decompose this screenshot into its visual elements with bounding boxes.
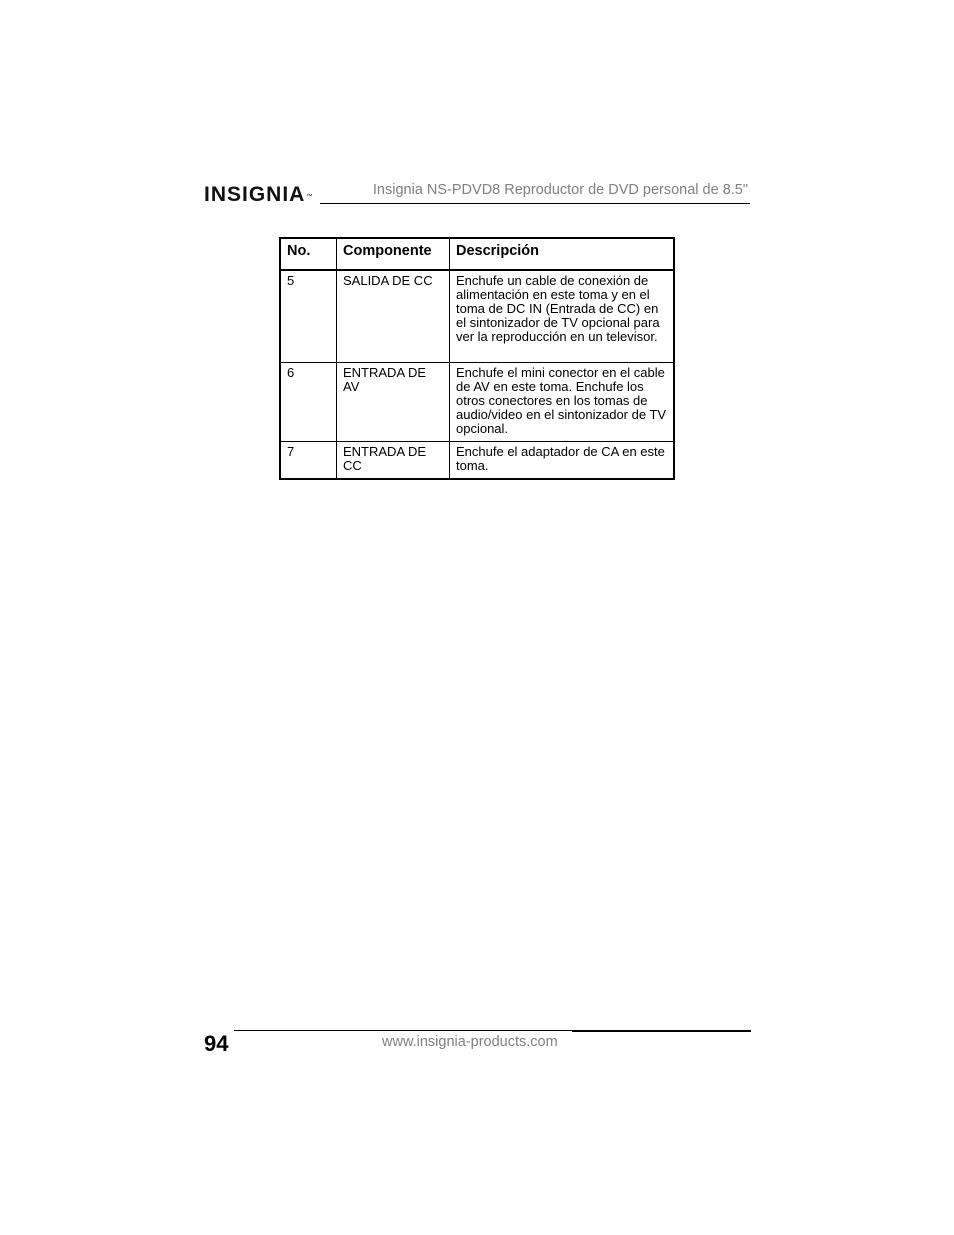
row-component: SALIDA DE CC bbox=[337, 270, 450, 362]
column-header-no: No. bbox=[280, 238, 337, 270]
row-description: Enchufe el mini conector en el cable de AV en este toma. Enchufe los otros conectores en los tomas de audio/video en el sintonizador de TV opcional. bbox=[450, 362, 675, 441]
row-number: 7 bbox=[280, 441, 337, 479]
table-header-row bbox=[280, 238, 674, 270]
row-number: 6 bbox=[280, 362, 337, 441]
row-number: 5 bbox=[280, 270, 337, 362]
row-component: ENTRADA DE CC bbox=[337, 441, 450, 479]
insignia-logo bbox=[204, 183, 313, 207]
logo-text: INSIGNIA bbox=[204, 183, 306, 206]
component-table bbox=[279, 237, 675, 480]
table-row bbox=[280, 441, 674, 479]
trademark-symbol: ™ bbox=[306, 194, 314, 200]
column-header-description: Descripción bbox=[450, 238, 675, 270]
footer-url: www.insignia-products.com bbox=[382, 1034, 558, 1050]
header-divider bbox=[320, 203, 750, 204]
column-header-component: Componente bbox=[337, 238, 450, 270]
footer-divider-accent bbox=[572, 1030, 751, 1032]
table-row bbox=[280, 362, 674, 441]
table-row bbox=[280, 270, 674, 362]
row-component: ENTRADA DE AV bbox=[337, 362, 450, 441]
row-description: Enchufe el adaptador de CA en este toma. bbox=[450, 441, 675, 479]
row-description: Enchufe un cable de conexión de alimentación en este toma y en el toma de DC IN (Entrada de CC) en el sintonizador de TV opcional para ver la reproducción en un televisor. bbox=[450, 270, 675, 362]
header-title: Insignia NS-PDVD8 Reproductor de DVD personal de 8.5" bbox=[372, 182, 748, 198]
page-number: 94 bbox=[204, 1031, 229, 1056]
